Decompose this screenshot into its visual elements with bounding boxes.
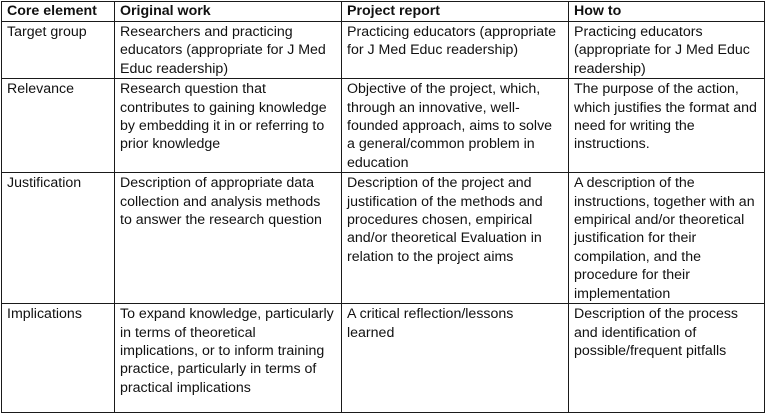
core-elements-table bbox=[1, 1, 765, 413]
cell-original-work: Research question that contributes to gaining knowledge by embedding it in or referring to prior knowledge bbox=[115, 79, 342, 173]
header-project-report: Project report bbox=[342, 2, 569, 22]
table-row-justification bbox=[2, 173, 765, 304]
table-header-row bbox=[2, 2, 765, 22]
cell-core-element: Relevance bbox=[2, 79, 115, 173]
cell-how-to: Practicing educators (appropriate for J Med Educ readership) bbox=[569, 22, 765, 79]
cell-how-to: Description of the process and identification of possible/frequent pitfalls bbox=[569, 304, 765, 413]
cell-project-report: Practicing educators (appropriate for J Med Educ readership) bbox=[342, 22, 569, 79]
cell-original-work: To expand knowledge, particularly in terms of theoretical implications, or to inform training practice, particularly in terms of practical implications bbox=[115, 304, 342, 413]
cell-project-report: A critical reflection/lessons learned bbox=[342, 304, 569, 413]
cell-how-to: The purpose of the action, which justifies the format and need for writing the instructions. bbox=[569, 79, 765, 173]
cell-core-element: Justification bbox=[2, 173, 115, 304]
cell-project-report: Objective of the project, which, through an innovative, well-founded approach, aims to solve a general/common problem in education bbox=[342, 79, 569, 173]
cell-how-to: A description of the instructions, together with an empirical and/or theoretical justification for their compilation, and the procedure for their implementation bbox=[569, 173, 765, 304]
table-row-implications bbox=[2, 304, 765, 413]
cell-core-element: Target group bbox=[2, 22, 115, 79]
cell-original-work: Researchers and practicing educators (appropriate for J Med Educ readership) bbox=[115, 22, 342, 79]
cell-core-element: Implications bbox=[2, 304, 115, 413]
header-original-work: Original work bbox=[115, 2, 342, 22]
header-how-to: How to bbox=[569, 2, 765, 22]
table-row-relevance bbox=[2, 79, 765, 173]
cell-project-report: Description of the project and justification of the methods and procedures chosen, empirical and/or theoretical Evaluation in relation to the project aims bbox=[342, 173, 569, 304]
cell-original-work: Description of appropriate data collection and analysis methods to answer the research question bbox=[115, 173, 342, 304]
table-row-target-group bbox=[2, 22, 765, 79]
header-core-element: Core element bbox=[2, 2, 115, 22]
